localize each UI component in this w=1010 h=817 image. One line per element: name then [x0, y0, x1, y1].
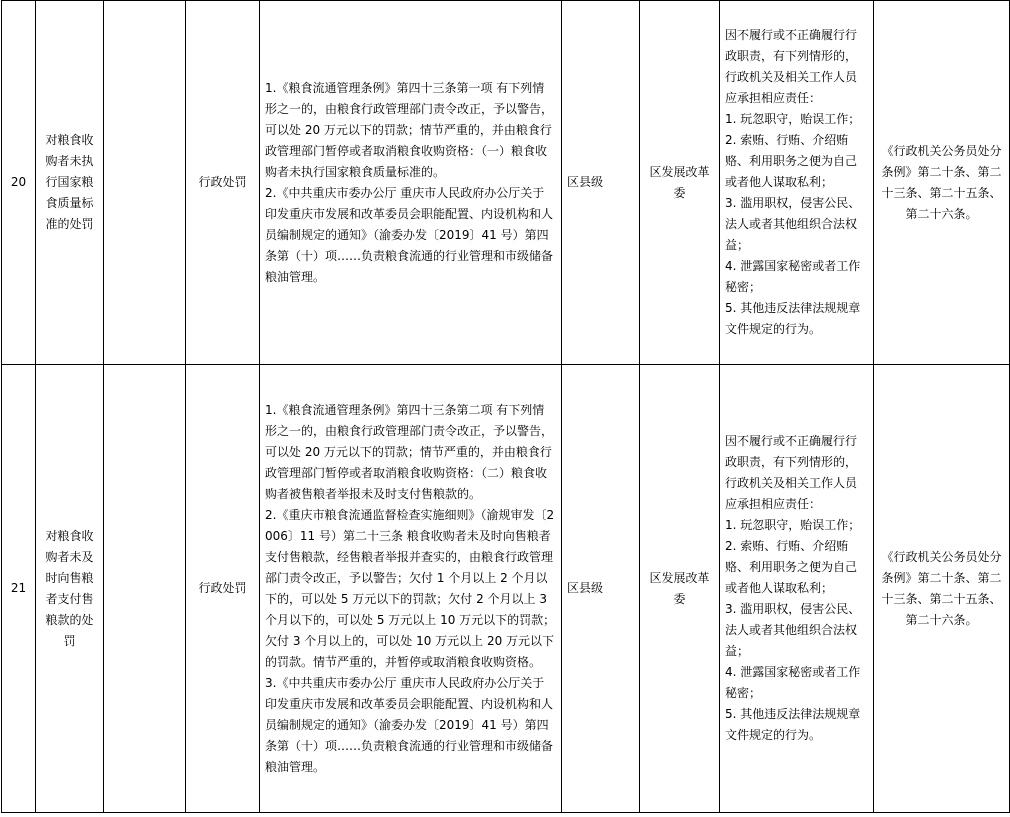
legal-basis-clause: 1.《粮食流通管理条例》第四十三条第二项 有下列情形之一的，由粮食行政管理部门责令改正，予以警告，可以处 20 万元以下的罚款；情节严重的，并由粮食行政管理部门暂停或者取消粮食收购资格：（二）粮食收购者被售粮者举报未及时支付售粮款的。 [265, 402, 554, 501]
legal-basis-clause: 3.《中共重庆市委办公厅 重庆市人民政府办公厅关于印发重庆市发展和改革委员会职能配置、内设机构和人员编制规定的通知》（渝委办发〔2019〕41 号）第四条第（十）项……负责粮食流通的行业管理和市级储备粮油管理。 [265, 675, 554, 774]
table-row [2, 365, 1010, 813]
legal-basis-clause: 2.《中共重庆市委办公厅 重庆市人民政府办公厅关于印发重庆市发展和改革委员会职能配置、内设机构和人员编制规定的通知》（渝委办发〔2019〕41 号）第四条第（十）项……负责粮食流通的行业管理和市级储备粮油管理。 [265, 185, 554, 284]
discipline-law: 《行政机关公务员处分条例》第二十条、第二十三条、第二十五条、第二十六条。 [874, 365, 1010, 813]
item-name: 对粮食收购者未执行国家粮食质量标准的处罚 [36, 1, 104, 365]
responsibility-item: 4. 泄露国家秘密或者工作秘密； [725, 259, 861, 294]
responsibility-item: 4. 泄露国家秘密或者工作秘密； [725, 665, 861, 700]
responsible-department: 区发展改革委 [640, 365, 720, 813]
responsibility-list [720, 1, 874, 365]
responsibility-item: 2. 索贿、行贿、介绍贿赂、利用职务之便为自己或者他人谋取私利； [725, 133, 858, 189]
empty-cell [104, 1, 186, 365]
enforcement-level: 区县级 [562, 1, 640, 365]
legal-basis [260, 1, 562, 365]
legal-basis-clause: 1.《粮食流通管理条例》第四十三条第一项 有下列情形之一的，由粮食行政管理部门责令改正，予以警告，可以处 20 万元以下的罚款；情节严重的，并由粮食行政管理部门暂停或者取消粮食收购资格：（一）粮食收购者未执行国家粮食质量标准的。 [265, 80, 554, 179]
legal-basis [260, 365, 562, 813]
responsibility-item: 2. 索贿、行贿、介绍贿赂、利用职务之便为自己或者他人谋取私利； [725, 539, 858, 595]
item-name: 对粮食收购者未及时向售粮者支付售粮款的处罚 [36, 365, 104, 813]
responsibility-item: 因不履行或不正确履行行政职责，有下列情形的，行政机关及相关工作人员应承担相应责任： [725, 434, 858, 511]
responsibility-list [720, 365, 874, 813]
empty-cell [104, 365, 186, 813]
discipline-law: 《行政机关公务员处分条例》第二十条、第二十三条、第二十五条、第二十六条。 [874, 1, 1010, 365]
regulation-table [1, 0, 1010, 813]
row-number: 20 [2, 1, 36, 365]
item-type: 行政处罚 [186, 365, 260, 813]
responsibility-item: 因不履行或不正确履行行政职责，有下列情形的，行政机关及相关工作人员应承担相应责任： [725, 28, 858, 105]
responsibility-item: 3. 滥用职权，侵害公民、法人或者其他组织合法权益； [725, 196, 861, 252]
responsibility-item: 5. 其他违反法律法规规章文件规定的行为。 [725, 301, 861, 336]
responsibility-item: 1. 玩忽职守，贻误工作； [725, 112, 861, 126]
enforcement-level: 区县级 [562, 365, 640, 813]
responsibility-item: 3. 滥用职权，侵害公民、法人或者其他组织合法权益； [725, 602, 861, 658]
responsibility-item: 1. 玩忽职守，贻误工作； [725, 518, 861, 532]
responsible-department: 区发展改革委 [640, 1, 720, 365]
table-row [2, 1, 1010, 365]
item-type: 行政处罚 [186, 1, 260, 365]
row-number: 21 [2, 365, 36, 813]
responsibility-item: 5. 其他违反法律法规规章文件规定的行为。 [725, 707, 861, 742]
legal-basis-clause: 2.《重庆市粮食流通监督检查实施细则》（渝规审发〔2006〕11 号）第二十三条 粮食收购者未及时向售粮者支付售粮款，经售粮者举报并查实的，由粮食行政管理部门责令改正，予以警告；欠付 1 个月以上 2 个月以下的，可以处 5 万元以下的罚款；欠付 2 个月以上 3 个月以下的，可以处 5 万元以上 10 万元以下的罚款；欠付 3 个月以上的，可以处 10 万元以上 20 万元以下的罚款。情节严重的，并暂停或取消粮食收购资格。 [265, 507, 556, 669]
